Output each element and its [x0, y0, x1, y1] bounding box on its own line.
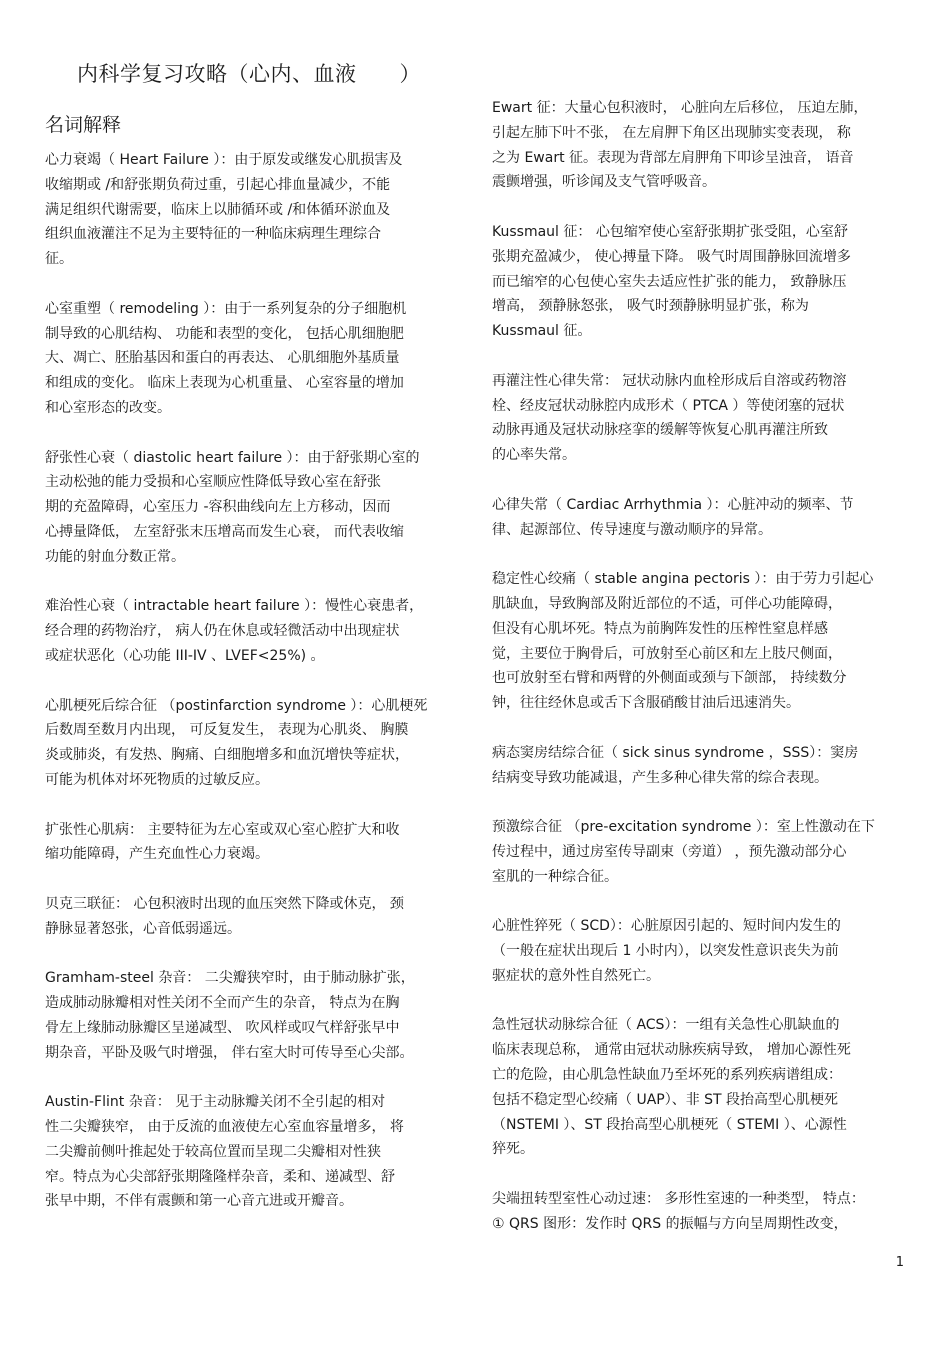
page-title: 内科学复习攻略（心内、血液 ）: [77, 62, 422, 86]
page-number: 1: [895, 1255, 904, 1270]
term-paragraph: 心肌梗死后综合征 （postinfarction syndrome ）：心肌梗死 后数周至数月内出现， 可反复发生， 表现为心肌炎、 胸膜 炎或肺炎，有发热、胸痛、白细胞增多和血沉增快等症状， 可能为机体对坏死物质的过敏反应。: [45, 697, 428, 788]
term-paragraph: 尖端扭转型室性心动过速： 多形性室速的一种类型， 特点： ① QRS 图形：发作时 QRS 的振幅与方向呈周期性改变，: [492, 1191, 865, 1232]
term-paragraph: 心室重塑（ remodeling ）：由于一系列复杂的分子细胞机 制导致的心肌结构、 功能和表型的变化， 包括心肌细胞肥 大、凋亡、胚胎基因和蛋白的再表达、 心肌细胞外基质量 和组成的变化。 临床上表现为心机重量、 心室容量的增加 和心室形态的改变。: [45, 300, 407, 416]
term-paragraph: 病态窦房结综合征（ sick sinus syndrome ，SSS）：窦房 结病变导致功能减退，产生多种心律失常的综合表现。: [492, 744, 859, 786]
term-paragraph: 心律失常（ Cardiac Arrhythmia ）：心脏冲动的频率、节 律、起源部位、传导速度与激动顺序的异常。: [492, 496, 854, 538]
term-paragraph: 心脏性猝死（ SCD）：心脏原因引起的、短时间内发生的 （一般在症状出现后 1 小时内），以突发性意识丧失为前 驱症状的意外性自然死亡。: [492, 918, 841, 984]
term-paragraph: 稳定性心绞痛（ stable angina pectoris ）：由于劳力引起心 肌缺血，导致胸部及附近部位的不适，可伴心功能障碍， 但没有心肌坏死。特点为前胸阵发性的压榨性窒息样感 觉，主要位于胸骨后，可放射至心前区和左上肢尺侧面， 也可放射至右臂和两臂的外侧面或颈与下颌部， 持续数分 钟，往往经休息或舌下含服硝酸甘油后迅速消失。: [492, 571, 874, 712]
term-paragraph: 舒张性心衰（ diastolic heart failure ）：由于舒张期心室的 主动松弛的能力受损和心室顺应性降低导致心室在舒张 期的充盈障碍，心室压力 -容积曲线向左上方移动，因而 心搏量降低， 左室舒张末压增高而发生心衰， 而代表收缩 功能的射血分数正常。: [45, 449, 420, 565]
right-column: [492, 96, 904, 1261]
term-paragraph: 贝克三联征： 心包积液时出现的血压突然下降或休克， 颈 静脉显著怒张，心音低弱遥远。: [45, 895, 404, 937]
term-paragraph: 再灌注性心律失常： 冠状动脉内血栓形成后自溶或药物溶 栓、经皮冠状动脉腔内成形术（ PTCA ）等使闭塞的冠状 动脉再通及冠状动脉痉挛的缓解等恢复心肌再灌注所致 的心率失常。: [492, 372, 847, 464]
term-paragraph: Gramham-steel 杂音： 二尖瓣狭窄时，由于肺动脉扩张， 造成肺动脉瓣相对性关闭不全而产生的杂音， 特点为在胸 骨左上缘肺动脉瓣区呈递减型、 吹风样或叹气样舒张早中 期杂音，平卧及吸气时增强， 伴右室大时可传导至心尖部。: [45, 970, 415, 1061]
term-paragraph: Austin-Flint 杂音： 见于主动脉瓣关闭不全引起的相对 性二尖瓣狭窄， 由于反流的血液使左心室血容量增多， 将 二尖瓣前侧叶推起处于较高位置而呈现二尖瓣相对性狭 窄。特点为心尖部舒张期隆隆样杂音，柔和、递减型、舒 张早中期，不伴有震颤和第一心音亢进或开瓣音。: [45, 1094, 404, 1210]
term-paragraph: 难治性心衰（ intractable heart failure ）：慢性心衰患者， 经合理的药物治疗， 病人仍在休息或轻微活动中出现症状 或症状恶化（心功能 III-IV 、LVEF<25%) 。: [45, 598, 424, 664]
term-paragraph: 急性冠状动脉综合征（ ACS）：一组有关急性心肌缺血的 临床表现总称， 通常由冠状动脉疾病导致， 增加心源性死 亡的危险，由心肌急性缺血乃至坏死的系列疾病谱组成： 包括不稳定型心绞痛（ UAP）、非 ST 段抬高型心肌梗死 （NSTEMI ）、ST 段抬高型心肌梗死（ STEMI ）、心源性 猝死。: [492, 1017, 851, 1158]
term-paragraph: 预激综合征 （pre-excitation syndrome ）：室上性激动在下 传过程中，通过房室传导副束（旁道） ，预先激动部分心 室肌的一种综合征。: [492, 819, 875, 885]
section-heading: 名词解释: [45, 114, 122, 136]
term-paragraph: 扩张性心肌病： 主要特征为左心室或双心室心腔扩大和收 缩功能障碍，产生充血性心力衰竭。: [45, 821, 400, 863]
term-paragraph: Ewart 征：大量心包积液时， 心脏向左后移位， 压迫左肺， 引起左肺下叶不张， 在左肩胛下角区出现肺实变表现， 称 之为 Ewart 征。表现为背部左肩胛角下叩诊呈浊音， 语音 震颤增强，听诊闻及支气管呼吸音。: [492, 100, 868, 191]
left-column: [45, 148, 457, 1239]
term-paragraph: 心力衰竭（ Heart Failure ）：由于原发或继发心肌损害及 收缩期或 /和舒张期负荷过重，引起心排血量减少，不能 满足组织代谢需要，临床上以肺循环或 /和体循环淤血及 组织血液灌注不足为主要特征的一种临床病理生理综合 征。: [45, 152, 403, 268]
term-paragraph: Kussmaul 征： 心包缩窄使心室舒张期扩张受阻，心室舒 张期充盈减少， 使心搏量下降。 吸气时周围静脉回流增多 而已缩窄的心包使心室失去适应性扩张的能力， 致静脉压 增高， 颈静脉怒张， 吸气时颈静脉明显扩张，称为 Kussmaul 征。: [492, 223, 851, 340]
